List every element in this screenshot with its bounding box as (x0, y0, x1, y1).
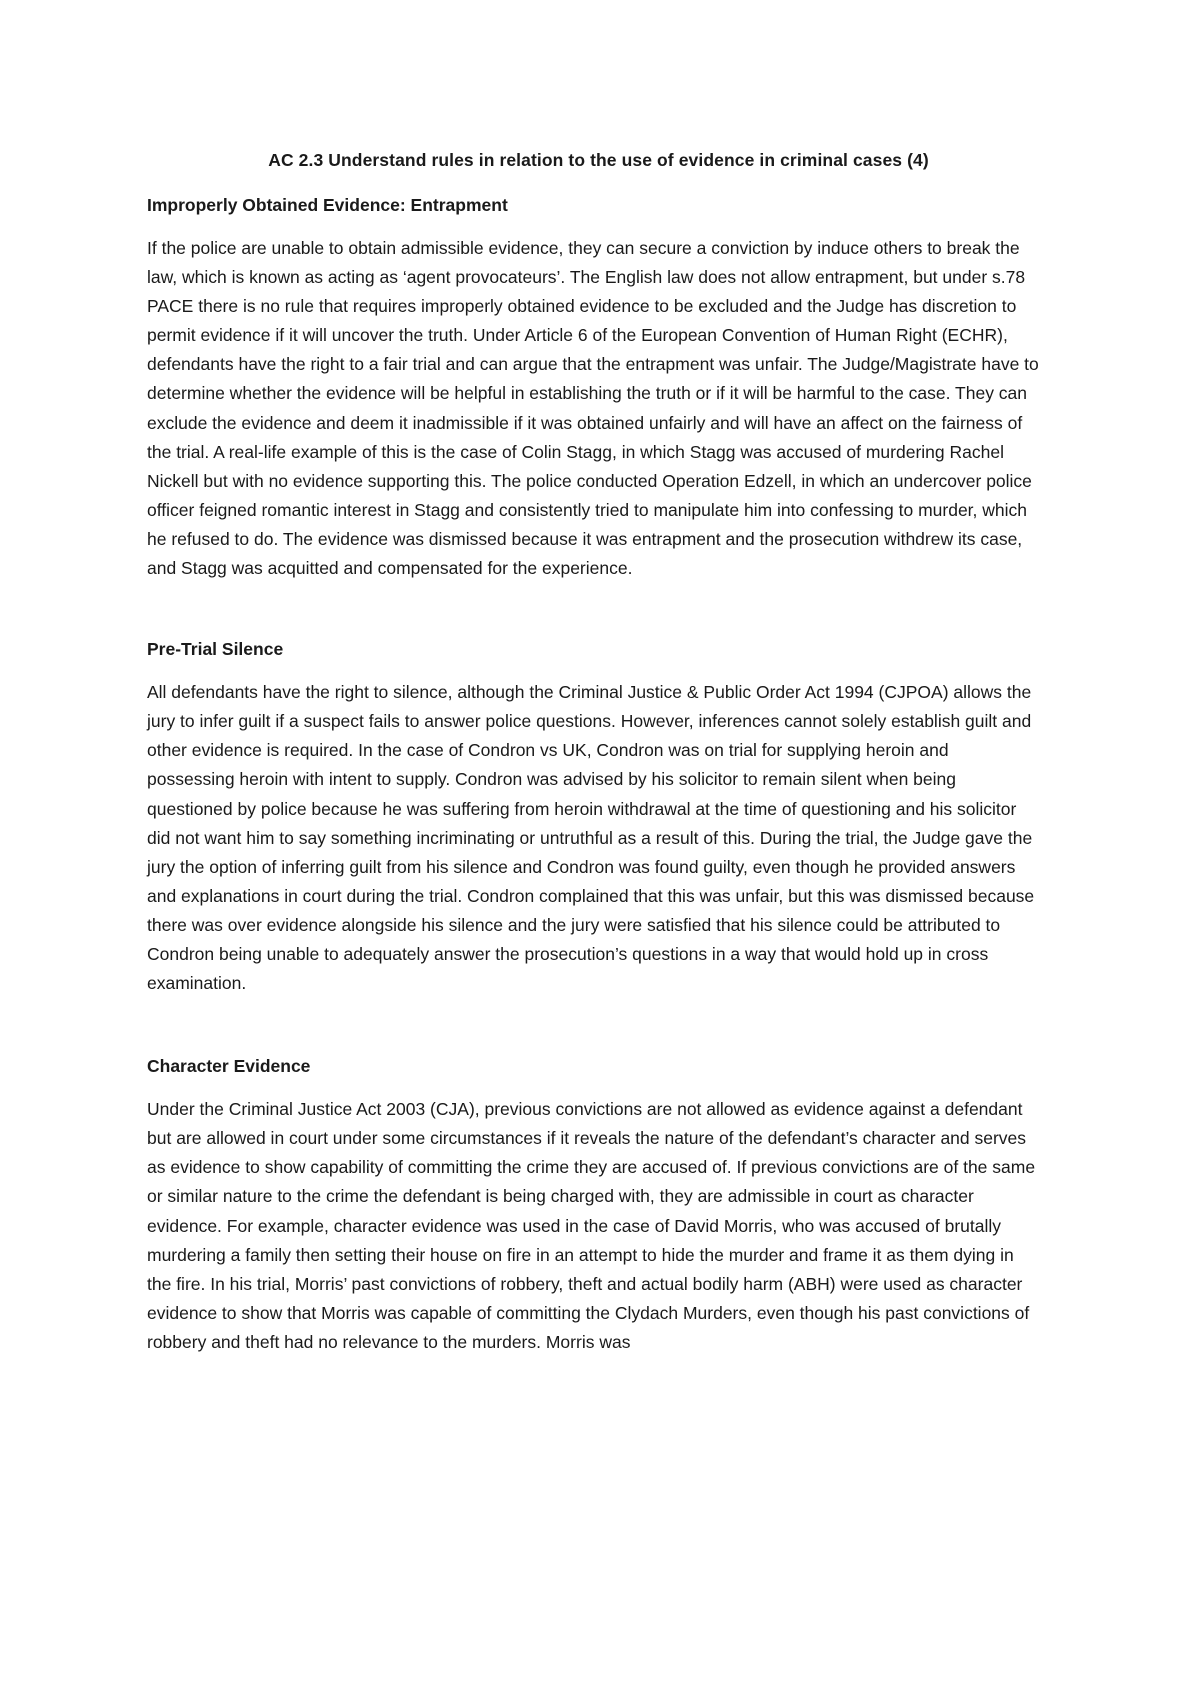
section-heading: Character Evidence (147, 1056, 311, 1077)
section-paragraph: All defendants have the right to silence, although the Criminal Justice & Public Order Act 1994 (CJPOA) allows the jury to infer guilt if a suspect fails to answer police questions. However, inferences cannot solely establish guilt and other evidence is required. In the case of Condron vs UK, Condron was on trial for supplying heroin and possessing heroin with intent to supply. Condron was advised by his solicitor to remain silent when being questioned by police because he was suffering from heroin withdrawal at the time of questioning and his solicitor did not want him to say something incriminating or untruthful as a result of this. During the trial, the Judge gave the jury the option of inferring guilt from his silence and Condron was found guilty, even though he provided answers and explanations in court during the trial. Condron complained that this was unfair, but this was dismissed because there was over evidence alongside his silence and the jury were satisfied that his silence could be attributed to Condron being unable to adequately answer the prosecution’s questions in a way that would hold up in cross examination. (147, 682, 1035, 994)
document-title: AC 2.3 Understand rules in relation to the use of evidence in criminal cases (4) (268, 150, 929, 170)
section-paragraph: If the police are unable to obtain admissible evidence, they can secure a conviction by induce others to break the law, which is known as acting as ‘agent provocateurs’. The English law does not allow entrapment, but under s.78 PACE there is no rule that requires improperly obtained evidence to be excluded and the Judge has discretion to permit evidence if it will uncover the truth. Under Article 6 of the European Convention of Human Right (ECHR), defendants have the right to a fair trial and can argue that the entrapment was unfair. The Judge/Magistrate have to determine whether the evidence will be helpful in establishing the truth or if it will be harmful to the case. They can exclude the evidence and deem it inadmissible if it was obtained unfairly and will have an affect on the fairness of the trial. A real-life example of this is the case of Colin Stagg, in which Stagg was accused of murdering Rachel Nickell but with no evidence supporting this. The police conducted Operation Edzell, in which an undercover police officer feigned romantic interest in Stagg and consistently tried to manipulate him into confessing to murder, which he refused to do. The evidence was dismissed because it was entrapment and the prosecution withdrew its case, and Stagg was acquitted and compensated for the experience. (147, 238, 1039, 579)
section-pre-trial-silence (147, 637, 1040, 998)
section-paragraph: Under the Criminal Justice Act 2003 (CJA), previous convictions are not allowed as evidence against a defendant but are allowed in court under some circumstances if it reveals the nature of the defendant’s character and serves as evidence to show capability of committing the crime they are accused of. If previous convictions are of the same or similar nature to the crime the defendant is being charged with, they are admissible in court as character evidence. For example, character evidence was used in the case of David Morris, who was accused of brutally murdering a family then setting their house on fire in an attempt to hide the murder and frame it as them dying in the fire. In his trial, Morris’ past convictions of robbery, theft and actual bodily harm (ABH) were used as character evidence to show that Morris was capable of committing the Clydach Murders, even though his past convictions of robbery and theft had no relevance to the murders. Morris was (147, 1099, 1036, 1352)
section-heading: Pre-Trial Silence (147, 639, 284, 660)
section-heading: Improperly Obtained Evidence: Entrapment (147, 195, 508, 215)
section-character-evidence (147, 1054, 1040, 1357)
section-entrapment (147, 193, 1040, 583)
